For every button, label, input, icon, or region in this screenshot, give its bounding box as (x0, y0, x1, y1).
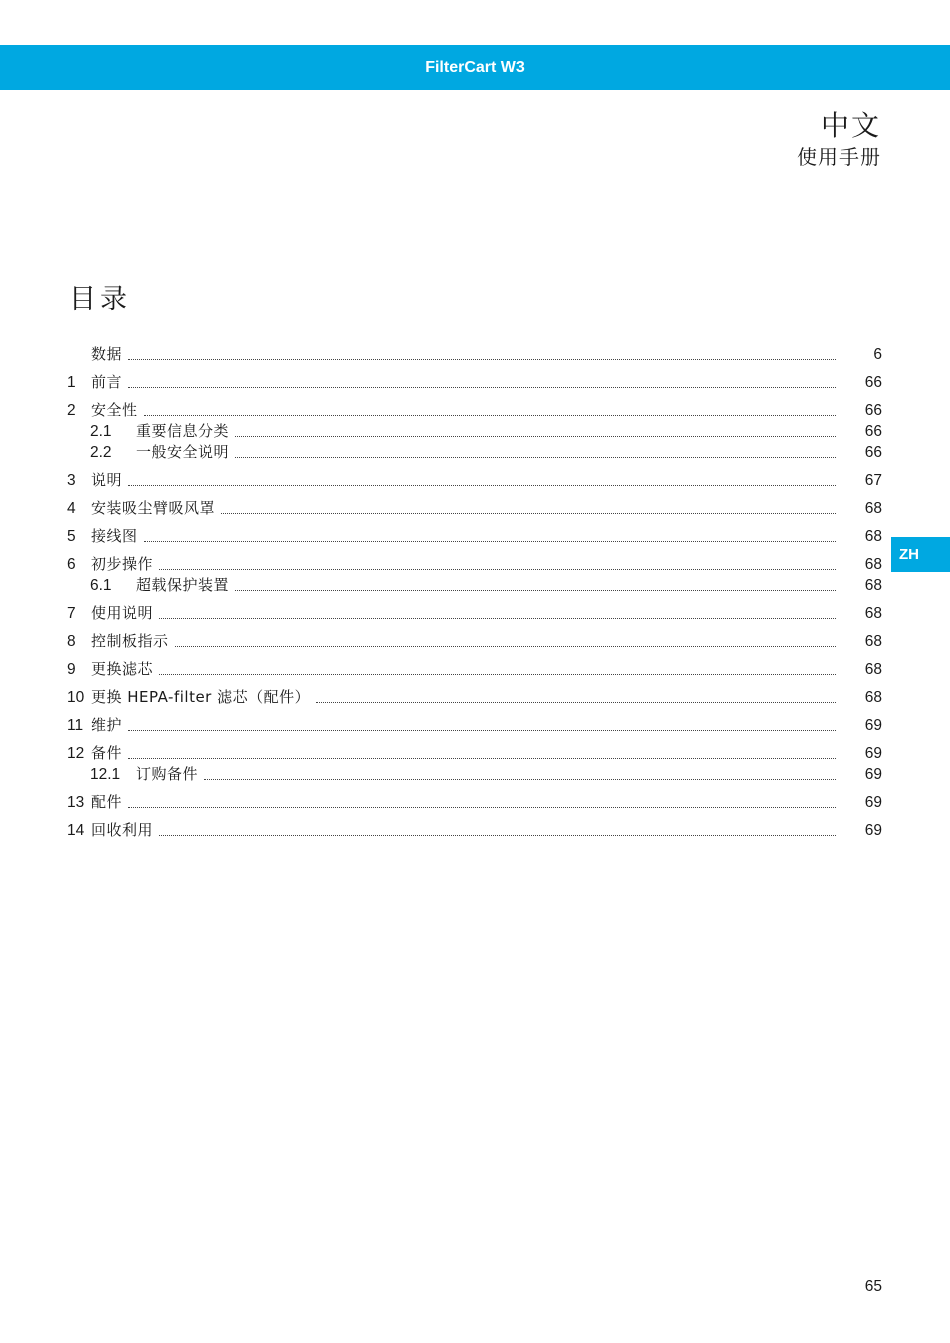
toc-leader-dots (159, 568, 836, 570)
toc-entry-label: 初步操作 (91, 555, 154, 573)
toc-entry-page: 68 (864, 577, 882, 594)
language-block (797, 108, 881, 170)
toc-leader-dots (128, 484, 836, 486)
toc-entry[interactable] (67, 764, 882, 784)
toc-entry-number: 5 (67, 528, 76, 545)
toc-entry-page: 68 (864, 528, 882, 545)
toc-leader-dots (175, 645, 836, 647)
toc-entry-label: 数据 (91, 345, 123, 363)
toc-leader-dots (235, 435, 836, 437)
toc-entry[interactable] (67, 470, 882, 490)
toc-entry[interactable] (67, 575, 882, 595)
toc-entry-page: 68 (864, 556, 882, 573)
toc-entry-label: 备件 (91, 744, 123, 762)
toc-entry-number: 2.2 (90, 444, 112, 461)
toc-entry-number: 6.1 (90, 577, 112, 594)
toc-entry-page: 68 (864, 661, 882, 678)
toc-entry-number: 12 (67, 745, 85, 762)
toc-leader-dots (128, 386, 836, 388)
toc-entry-label: 回收利用 (91, 821, 154, 839)
toc-entry-label: 更换 HEPA-filter 滤芯（配件） (91, 688, 311, 706)
toc-entry[interactable] (67, 372, 882, 392)
toc-leader-dots (159, 617, 836, 619)
toc-entry-number: 8 (67, 633, 76, 650)
toc-entry[interactable] (67, 715, 882, 735)
toc-entry-number: 14 (67, 822, 85, 839)
toc-entry[interactable] (67, 400, 882, 420)
page-number: 65 (864, 1278, 882, 1295)
toc-entry[interactable] (67, 631, 882, 651)
toc-entry-page: 69 (864, 822, 882, 839)
toc-entry-label: 更换滤芯 (91, 660, 154, 678)
toc-entry-page: 68 (864, 689, 882, 706)
toc-entry-page: 69 (864, 717, 882, 734)
toc-entry[interactable] (67, 554, 882, 574)
language-tab (891, 537, 950, 572)
header-bar (0, 45, 950, 90)
toc-leader-dots (221, 512, 836, 514)
toc-entry[interactable] (67, 498, 882, 518)
toc-entry-page: 66 (864, 402, 882, 419)
toc-entry-number: 2 (67, 402, 76, 419)
toc-entry-page: 66 (864, 423, 882, 440)
toc-entry-page: 66 (864, 374, 882, 391)
toc-entry-page: 68 (864, 605, 882, 622)
toc-entry-page: 69 (864, 766, 882, 783)
toc-entry-page: 69 (864, 745, 882, 762)
toc-entry-number: 1 (67, 374, 76, 391)
toc-leader-dots (128, 757, 836, 759)
document-title: FilterCart W3 (425, 58, 525, 76)
toc-entry[interactable] (67, 421, 882, 441)
toc-entry[interactable] (67, 344, 882, 364)
toc-entry-label: 配件 (91, 793, 123, 811)
toc-entry-number: 3 (67, 472, 76, 489)
toc-entry-number: 12.1 (90, 766, 121, 783)
toc-entry[interactable] (67, 659, 882, 679)
toc-leader-dots (144, 414, 836, 416)
toc-entry-page: 67 (864, 472, 882, 489)
toc-entry-label: 前言 (91, 373, 123, 391)
toc-entry[interactable] (67, 743, 882, 763)
language-title: 中文 (820, 109, 881, 142)
toc-entry-page: 66 (864, 444, 882, 461)
toc-entry[interactable] (67, 792, 882, 812)
toc-entry-label: 接线图 (91, 527, 138, 545)
toc-entry-label: 控制板指示 (91, 632, 169, 650)
toc-entry[interactable] (67, 687, 882, 707)
manual-subtitle: 使用手册 (797, 145, 881, 169)
toc-leader-dots (128, 358, 836, 360)
toc-leader-dots (159, 834, 836, 836)
toc-entry-page: 68 (864, 500, 882, 517)
toc-leader-dots (128, 729, 836, 731)
toc-leader-dots (204, 778, 836, 780)
toc-entry[interactable] (67, 820, 882, 840)
toc-entry-label: 重要信息分类 (136, 422, 230, 440)
toc-entry-number: 9 (67, 661, 76, 678)
toc-heading: 目录 (69, 284, 131, 315)
toc-entry-label: 使用说明 (91, 604, 154, 622)
toc-leader-dots (159, 673, 836, 675)
toc-entry[interactable] (67, 603, 882, 623)
toc-entry-number: 11 (67, 717, 84, 734)
toc-entry-page: 6 (873, 346, 882, 363)
toc-leader-dots (128, 806, 836, 808)
toc-entry-number: 2.1 (90, 423, 112, 440)
toc-entry-label: 一般安全说明 (136, 443, 230, 461)
toc-leader-dots (144, 540, 836, 542)
toc-entry[interactable] (67, 526, 882, 546)
toc-leader-dots (235, 589, 836, 591)
toc-entry-page: 68 (864, 633, 882, 650)
toc-entry-number: 10 (67, 689, 85, 706)
language-tab-label: ZH (899, 546, 919, 563)
toc-entry-label: 安装吸尘臂吸风罩 (91, 499, 216, 517)
toc-leader-dots (235, 456, 836, 458)
toc-entry-number: 13 (67, 794, 85, 811)
toc-entry-label: 超载保护装置 (136, 576, 230, 594)
toc-entry-number: 7 (67, 605, 76, 622)
toc-entry-label: 维护 (91, 716, 123, 734)
toc-entry-page: 69 (864, 794, 882, 811)
toc-entry-label: 说明 (91, 471, 123, 489)
toc-entry-label: 订购备件 (136, 765, 199, 783)
toc-leader-dots (316, 701, 836, 703)
toc-entry-number: 4 (67, 500, 76, 517)
toc-entry-number: 6 (67, 556, 76, 573)
toc-entry-label: 安全性 (91, 401, 138, 419)
toc-entry[interactable] (67, 442, 882, 462)
